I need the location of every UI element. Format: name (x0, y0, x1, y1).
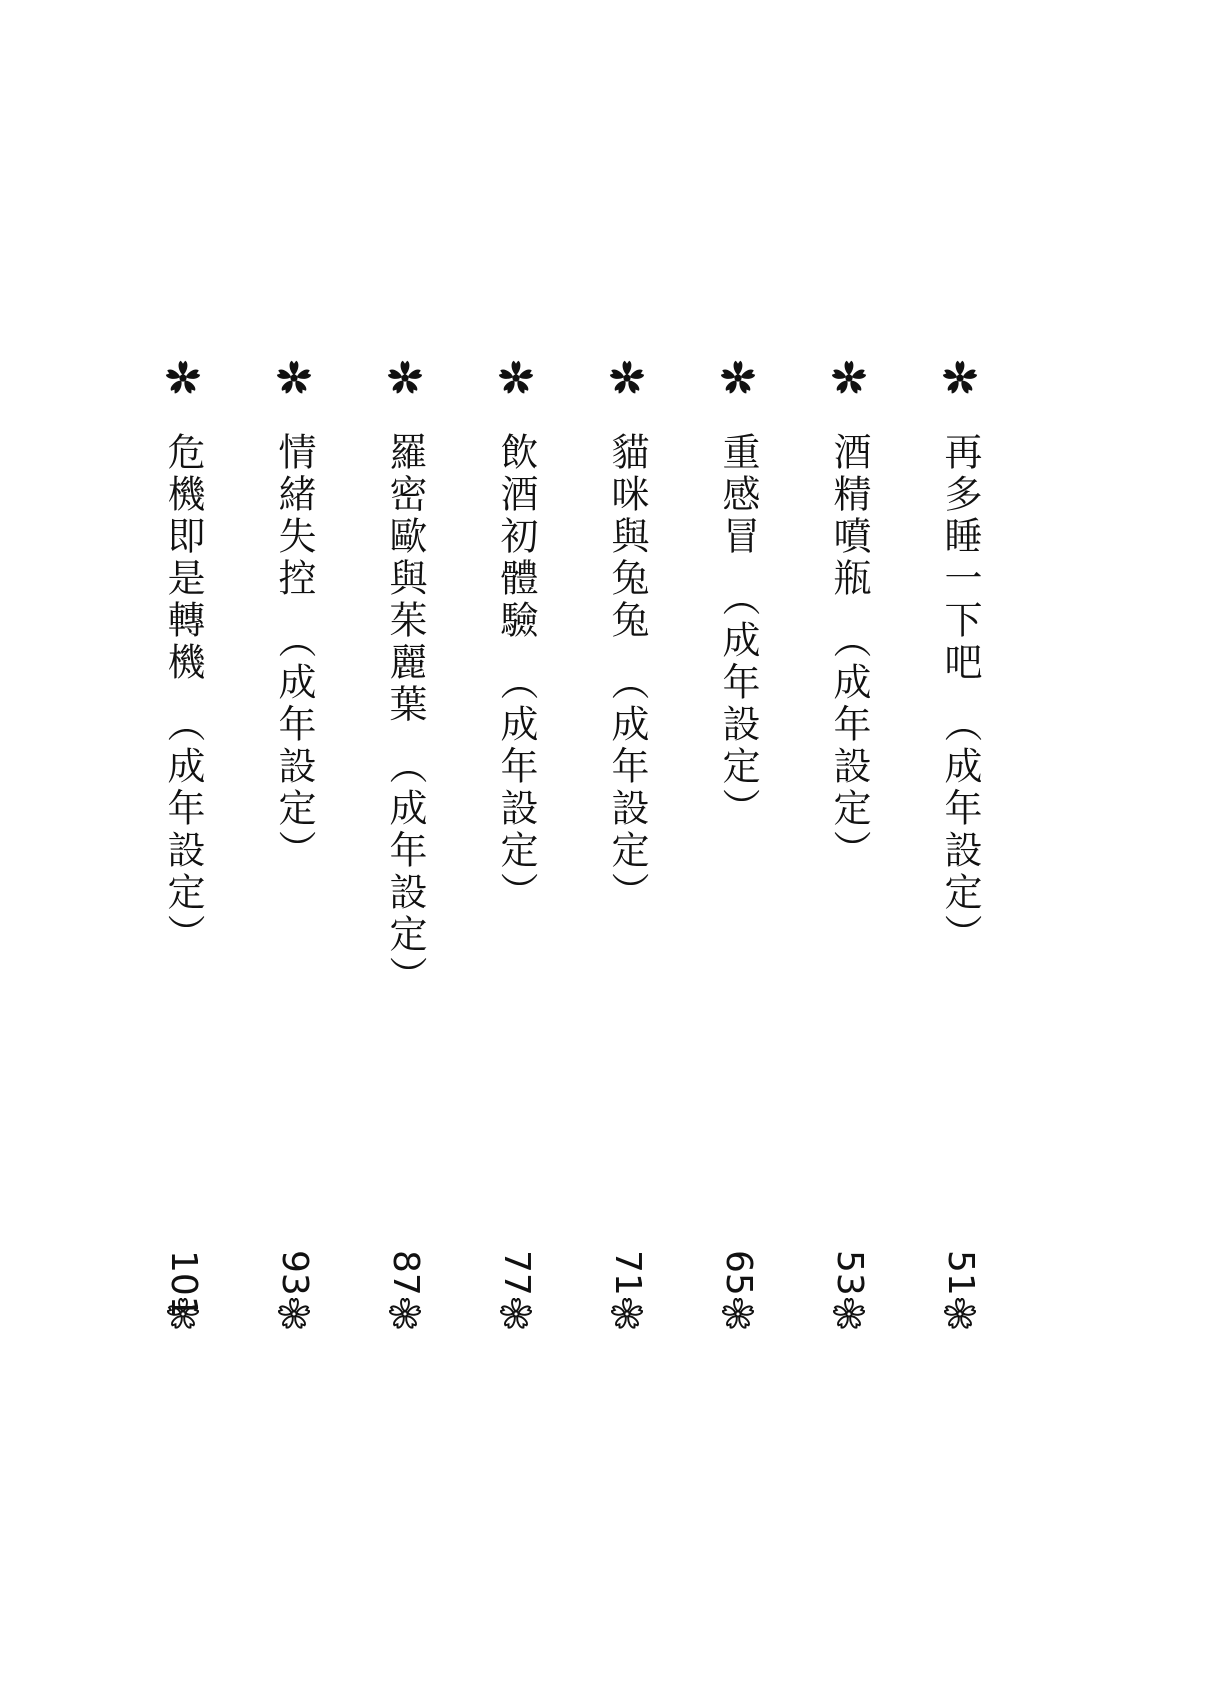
entry-title: 重感冒（成年設定） (716, 432, 760, 830)
entry-title: 飲酒初體驗（成年設定） (494, 432, 538, 914)
entry-page-number: 87 (385, 1250, 426, 1296)
entry-page-number: 93 (274, 1250, 315, 1296)
entry-rating-note: （成年設定） (716, 578, 760, 830)
sakura-filled-icon (942, 360, 978, 396)
entry-rating-note: （成年設定） (938, 704, 982, 956)
sakura-outline-icon (167, 1298, 199, 1330)
sakura-outline-icon (278, 1298, 310, 1330)
toc-entry[interactable] (932, 360, 988, 1340)
toc-entry[interactable] (488, 360, 544, 1340)
sakura-filled-icon (831, 360, 867, 396)
toc-entry[interactable] (599, 360, 655, 1340)
entry-rating-note: （成年設定） (383, 746, 427, 998)
entry-title: 貓咪與兔兔（成年設定） (605, 432, 649, 914)
sakura-filled-icon (498, 360, 534, 396)
sakura-outline-icon (944, 1298, 976, 1330)
entry-rating-note: （成年設定） (272, 620, 316, 872)
entry-title: 羅密歐與茱麗葉（成年設定） (383, 432, 427, 998)
sakura-filled-icon (720, 360, 756, 396)
entry-page-number: 51 (940, 1250, 981, 1296)
entry-page-number: 101 (163, 1250, 204, 1319)
entry-title: 酒精噴瓶（成年設定） (827, 432, 871, 872)
sakura-outline-icon (500, 1298, 532, 1330)
toc-entry[interactable] (155, 360, 211, 1340)
sakura-filled-icon (276, 360, 312, 396)
sakura-filled-icon (387, 360, 423, 396)
entry-rating-note: （成年設定） (161, 704, 205, 956)
sakura-outline-icon (611, 1298, 643, 1330)
entry-title: 危機即是轉機（成年設定） (161, 432, 205, 956)
sakura-filled-icon (165, 360, 201, 396)
sakura-outline-icon (833, 1298, 865, 1330)
entry-page-number: 77 (496, 1250, 537, 1296)
entry-title: 再多睡一下吧（成年設定） (938, 432, 982, 956)
sakura-filled-icon (609, 360, 645, 396)
sakura-outline-icon (389, 1298, 421, 1330)
entry-page-number: 53 (829, 1250, 870, 1296)
toc-entry[interactable] (266, 360, 322, 1340)
entry-page-number: 71 (607, 1250, 648, 1296)
toc-entry[interactable] (710, 360, 766, 1340)
entry-page-number: 65 (718, 1250, 759, 1296)
toc-entry[interactable] (821, 360, 877, 1340)
entry-title: 情緒失控（成年設定） (272, 432, 316, 872)
toc-entry[interactable] (377, 360, 433, 1340)
sakura-outline-icon (722, 1298, 754, 1330)
entry-rating-note: （成年設定） (605, 662, 649, 914)
entry-rating-note: （成年設定） (494, 662, 538, 914)
entry-rating-note: （成年設定） (827, 620, 871, 872)
